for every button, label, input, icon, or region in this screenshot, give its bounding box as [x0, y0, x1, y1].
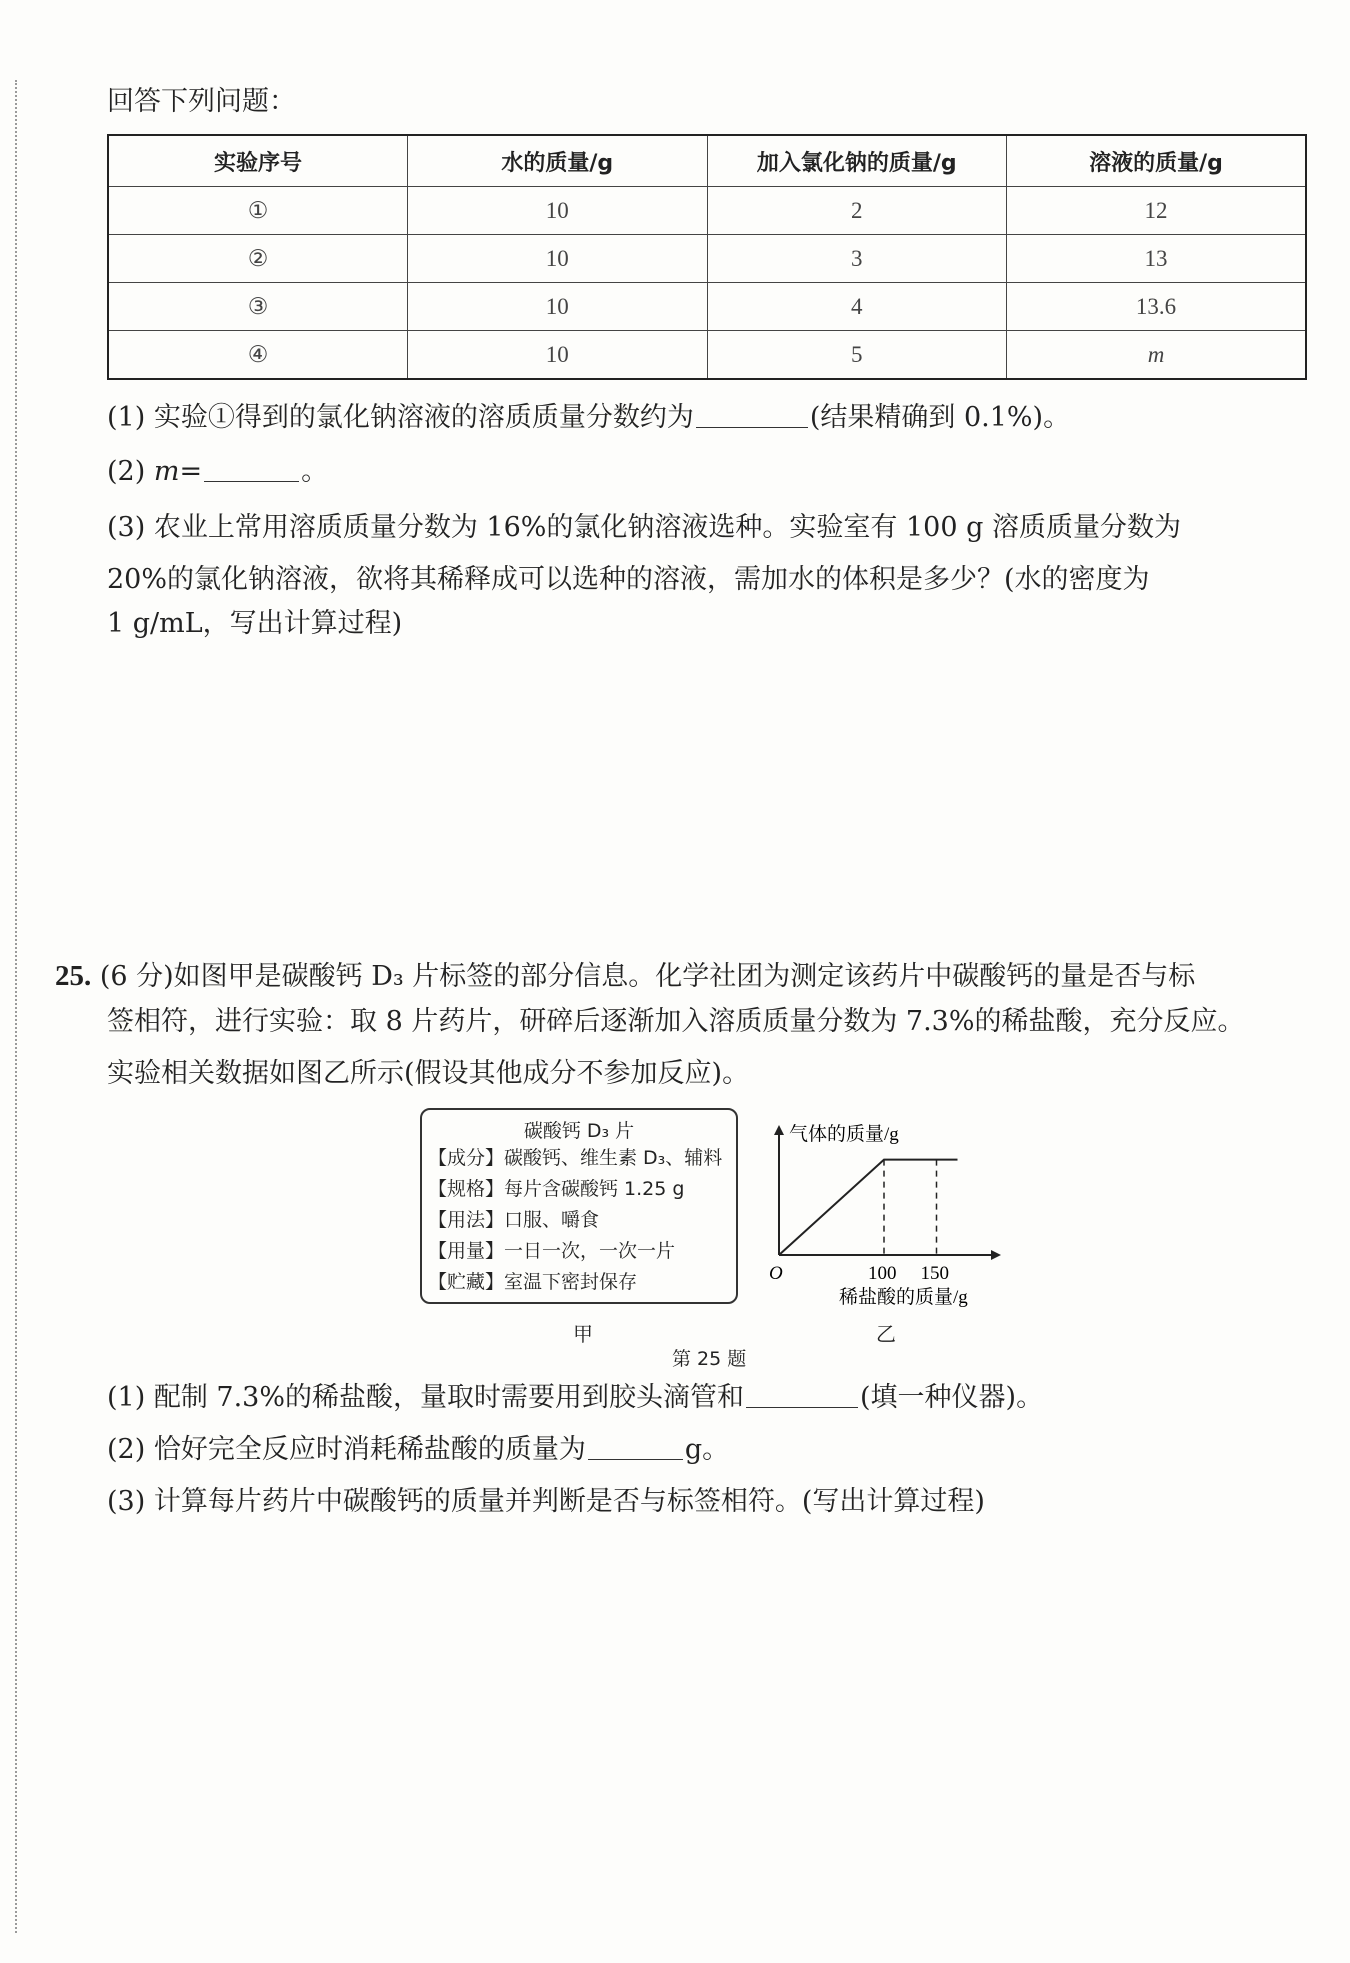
label-row: 【规格】每片含碳酸钙 1.25 g	[428, 1178, 685, 1200]
q24-part3-line3: 1 g/mL，写出计算过程)	[107, 608, 403, 639]
q24-part1-suffix: (结果精确到 0.1%)。	[809, 402, 1071, 433]
table-row	[108, 283, 1306, 331]
q25-stem-line1	[55, 956, 1195, 997]
table-cell: 10	[408, 331, 708, 380]
label-row: 【用量】一日一次，一次一片	[428, 1240, 676, 1262]
gas-mass-chart	[765, 1115, 1005, 1315]
label-row: 【成分】碳酸钙、维生素 D₃、辅料	[428, 1147, 723, 1169]
q24-part2-variable: m	[153, 456, 180, 487]
table-header: 水的质量/g	[408, 135, 708, 187]
table-cell: m	[1007, 331, 1307, 380]
answer-blank[interactable]	[588, 1433, 683, 1460]
question-number: 25.	[55, 960, 92, 992]
q25-part3: (3) 计算每片药片中碳酸钙的质量并判断是否与标签相符。(写出计算过程)	[107, 1486, 985, 1517]
table-cell: ③	[108, 283, 408, 331]
origin-label: O	[769, 1263, 783, 1284]
label-row: 【贮藏】室温下密封保存	[428, 1271, 638, 1293]
q24-part1-text: (1) 实验①得到的氯化钠溶液的溶质质量分数约为	[107, 402, 694, 433]
table-header-row	[108, 135, 1306, 187]
table-row	[108, 331, 1306, 380]
figure-caption: 第 25 题	[672, 1348, 747, 1370]
table-cell: 10	[408, 283, 708, 331]
intro-text: 回答下列问题：	[107, 86, 296, 117]
medicine-label-box	[420, 1108, 738, 1304]
table-cell: ①	[108, 187, 408, 235]
q25-stem-text1: (6 分)如图甲是碳酸钙 D₃ 片标签的部分信息。化学社团为测定该药片中碳酸钙的量是否与标	[99, 961, 1196, 992]
experiment-table	[107, 134, 1307, 380]
table-cell: 2	[707, 187, 1007, 235]
table-header: 实验序号	[108, 135, 408, 187]
q25-part1	[107, 1378, 1043, 1418]
series-line	[779, 1160, 958, 1255]
table-cell: 5	[707, 331, 1007, 380]
table-cell: ④	[108, 331, 408, 380]
table-cell: 4	[707, 283, 1007, 331]
table-row	[108, 235, 1306, 283]
table-cell: 12	[1007, 187, 1307, 235]
q25-part2-text: (2) 恰好完全反应时消耗稀盐酸的质量为	[107, 1434, 586, 1465]
table-row	[108, 187, 1306, 235]
binding-margin-line	[15, 80, 17, 1933]
answer-blank[interactable]	[746, 1381, 858, 1408]
q25-part1-text: (1) 配制 7.3%的稀盐酸，量取时需要用到胶头滴管和	[107, 1382, 745, 1413]
table-cell: 13.6	[1007, 283, 1307, 331]
label-title: 碳酸钙 D₃ 片	[523, 1120, 635, 1142]
q24-part2	[107, 452, 328, 492]
caption-yi: 乙	[876, 1322, 896, 1346]
q24-part1	[107, 398, 1070, 438]
y-axis-label: 气体的质量/g	[789, 1124, 899, 1145]
q25-part2-suffix: g。	[684, 1434, 730, 1465]
q24-part3-line2: 20%的氯化钠溶液，欲将其稀释成可以选种的溶液，需加水的体积是多少？(水的密度为	[107, 564, 1150, 595]
label-row: 【用法】口服、嚼食	[428, 1209, 600, 1231]
q25-stem-line2: 签相符，进行实验：取 8 片药片，研碎后逐渐加入溶质质量分数为 7.3%的稀盐酸，充分反应。	[107, 1006, 1245, 1037]
x-axis-label: 稀盐酸的质量/g	[839, 1287, 968, 1308]
q25-part1-suffix: (填一种仪器)。	[860, 1382, 1044, 1413]
answer-blank[interactable]	[204, 455, 299, 482]
q25-stem-line3: 实验相关数据如图乙所示(假设其他成分不参加反应)。	[107, 1058, 750, 1089]
table-cell: ②	[108, 235, 408, 283]
table-cell: 10	[408, 235, 708, 283]
table-header: 加入氯化钠的质量/g	[707, 135, 1007, 187]
q24-part2-text: (2)	[107, 456, 154, 487]
table-cell: 10	[408, 187, 708, 235]
caption-jia: 甲	[573, 1322, 593, 1346]
x-tick-label: 150	[920, 1263, 949, 1284]
x-tick-label: 100	[868, 1263, 897, 1284]
answer-blank[interactable]	[696, 401, 808, 428]
table-cell: 13	[1007, 235, 1307, 283]
table-header: 溶液的质量/g	[1007, 135, 1307, 187]
q24-part2-equals: =	[179, 456, 203, 487]
q25-part2	[107, 1430, 729, 1470]
q24-part3-line1: (3) 农业上常用溶质质量分数为 16%的氯化钠溶液选种。实验室有 100 g 溶质质量分数为	[107, 512, 1181, 543]
table-cell: 3	[707, 235, 1007, 283]
q24-part2-suffix: 。	[301, 456, 329, 487]
